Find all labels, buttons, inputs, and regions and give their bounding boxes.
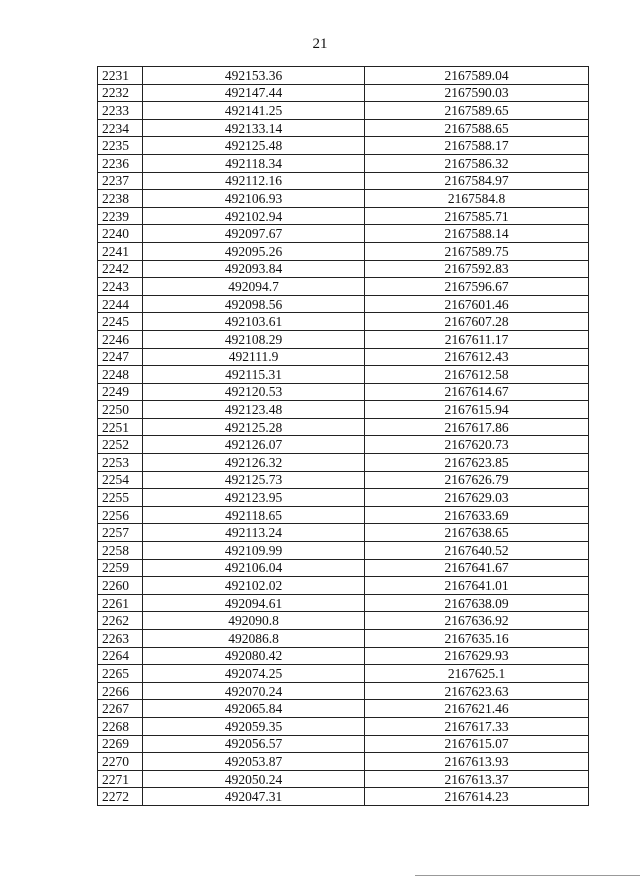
x-coordinate-cell: 492126.07: [143, 436, 365, 454]
x-coordinate-cell: 492112.16: [143, 172, 365, 190]
table-row: [98, 67, 589, 85]
y-coordinate-cell: 2167596.67: [365, 278, 589, 296]
y-coordinate-cell: 2167620.73: [365, 436, 589, 454]
point-number-cell: 2268: [98, 717, 143, 735]
table-row: [98, 700, 589, 718]
x-coordinate-cell: 492098.56: [143, 295, 365, 313]
x-coordinate-cell: 492047.31: [143, 788, 365, 806]
x-coordinate-cell: 492106.04: [143, 559, 365, 577]
table-row: [98, 471, 589, 489]
table-row: [98, 770, 589, 788]
x-coordinate-cell: 492056.57: [143, 735, 365, 753]
point-number-cell: 2233: [98, 102, 143, 120]
table-row: [98, 225, 589, 243]
y-coordinate-cell: 2167589.04: [365, 67, 589, 85]
y-coordinate-cell: 2167615.07: [365, 735, 589, 753]
x-coordinate-cell: 492109.99: [143, 542, 365, 560]
page-number: 21: [312, 36, 328, 52]
point-number-cell: 2232: [98, 84, 143, 102]
table-row: [98, 454, 589, 472]
coordinates-table-body: [98, 67, 589, 806]
x-coordinate-cell: 492094.61: [143, 594, 365, 612]
table-row: [98, 735, 589, 753]
y-coordinate-cell: 2167613.93: [365, 753, 589, 771]
y-coordinate-cell: 2167589.75: [365, 242, 589, 260]
table-row: [98, 717, 589, 735]
y-coordinate-cell: 2167615.94: [365, 401, 589, 419]
y-coordinate-cell: 2167617.33: [365, 717, 589, 735]
table-row: [98, 506, 589, 524]
y-coordinate-cell: 2167638.65: [365, 524, 589, 542]
y-coordinate-cell: 2167584.97: [365, 172, 589, 190]
x-coordinate-cell: 492102.02: [143, 577, 365, 595]
x-coordinate-cell: 492070.24: [143, 682, 365, 700]
point-number-cell: 2251: [98, 418, 143, 436]
footer-divider: [415, 875, 640, 876]
point-number-cell: 2234: [98, 119, 143, 137]
y-coordinate-cell: 2167588.14: [365, 225, 589, 243]
x-coordinate-cell: 492141.25: [143, 102, 365, 120]
x-coordinate-cell: 492093.84: [143, 260, 365, 278]
table-row: [98, 612, 589, 630]
y-coordinate-cell: 2167592.83: [365, 260, 589, 278]
x-coordinate-cell: 492125.73: [143, 471, 365, 489]
y-coordinate-cell: 2167641.67: [365, 559, 589, 577]
table-row: [98, 278, 589, 296]
table-row: [98, 172, 589, 190]
point-number-cell: 2231: [98, 67, 143, 85]
point-number-cell: 2245: [98, 313, 143, 331]
coordinates-table: [97, 66, 589, 806]
y-coordinate-cell: 2167636.92: [365, 612, 589, 630]
point-number-cell: 2259: [98, 559, 143, 577]
table-row: [98, 383, 589, 401]
y-coordinate-cell: 2167586.32: [365, 154, 589, 172]
y-coordinate-cell: 2167611.17: [365, 330, 589, 348]
x-coordinate-cell: 492074.25: [143, 665, 365, 683]
point-number-cell: 2250: [98, 401, 143, 419]
point-number-cell: 2256: [98, 506, 143, 524]
point-number-cell: 2255: [98, 489, 143, 507]
table-row: [98, 559, 589, 577]
x-coordinate-cell: 492103.61: [143, 313, 365, 331]
y-coordinate-cell: 2167638.09: [365, 594, 589, 612]
x-coordinate-cell: 492147.44: [143, 84, 365, 102]
point-number-cell: 2247: [98, 348, 143, 366]
table-row: [98, 295, 589, 313]
point-number-cell: 2263: [98, 630, 143, 648]
table-row: [98, 682, 589, 700]
y-coordinate-cell: 2167625.1: [365, 665, 589, 683]
table-row: [98, 313, 589, 331]
point-number-cell: 2262: [98, 612, 143, 630]
x-coordinate-cell: 492153.36: [143, 67, 365, 85]
table-row: [98, 84, 589, 102]
table-row: [98, 436, 589, 454]
table-row: [98, 137, 589, 155]
y-coordinate-cell: 2167584.8: [365, 190, 589, 208]
table-row: [98, 348, 589, 366]
y-coordinate-cell: 2167601.46: [365, 295, 589, 313]
table-row: [98, 119, 589, 137]
x-coordinate-cell: 492118.65: [143, 506, 365, 524]
y-coordinate-cell: 2167589.65: [365, 102, 589, 120]
table-row: [98, 630, 589, 648]
point-number-cell: 2269: [98, 735, 143, 753]
y-coordinate-cell: 2167621.46: [365, 700, 589, 718]
x-coordinate-cell: 492053.87: [143, 753, 365, 771]
table-row: [98, 577, 589, 595]
point-number-cell: 2267: [98, 700, 143, 718]
point-number-cell: 2257: [98, 524, 143, 542]
x-coordinate-cell: 492125.48: [143, 137, 365, 155]
table-row: [98, 665, 589, 683]
y-coordinate-cell: 2167617.86: [365, 418, 589, 436]
point-number-cell: 2246: [98, 330, 143, 348]
x-coordinate-cell: 492050.24: [143, 770, 365, 788]
point-number-cell: 2252: [98, 436, 143, 454]
table-row: [98, 489, 589, 507]
point-number-cell: 2266: [98, 682, 143, 700]
y-coordinate-cell: 2167633.69: [365, 506, 589, 524]
point-number-cell: 2236: [98, 154, 143, 172]
table-row: [98, 594, 589, 612]
x-coordinate-cell: 492113.24: [143, 524, 365, 542]
point-number-cell: 2235: [98, 137, 143, 155]
point-number-cell: 2242: [98, 260, 143, 278]
table-row: [98, 102, 589, 120]
x-coordinate-cell: 492111.9: [143, 348, 365, 366]
x-coordinate-cell: 492059.35: [143, 717, 365, 735]
point-number-cell: 2238: [98, 190, 143, 208]
y-coordinate-cell: 2167612.43: [365, 348, 589, 366]
table-row: [98, 366, 589, 384]
table-row: [98, 207, 589, 225]
table-row: [98, 401, 589, 419]
x-coordinate-cell: 492115.31: [143, 366, 365, 384]
point-number-cell: 2243: [98, 278, 143, 296]
point-number-cell: 2248: [98, 366, 143, 384]
y-coordinate-cell: 2167635.16: [365, 630, 589, 648]
table-row: [98, 788, 589, 806]
y-coordinate-cell: 2167614.23: [365, 788, 589, 806]
y-coordinate-cell: 2167585.71: [365, 207, 589, 225]
y-coordinate-cell: 2167629.03: [365, 489, 589, 507]
x-coordinate-cell: 492080.42: [143, 647, 365, 665]
point-number-cell: 2270: [98, 753, 143, 771]
table-row: [98, 418, 589, 436]
x-coordinate-cell: 492090.8: [143, 612, 365, 630]
table-row: [98, 753, 589, 771]
x-coordinate-cell: 492123.48: [143, 401, 365, 419]
x-coordinate-cell: 492097.67: [143, 225, 365, 243]
point-number-cell: 2249: [98, 383, 143, 401]
table-row: [98, 154, 589, 172]
x-coordinate-cell: 492108.29: [143, 330, 365, 348]
x-coordinate-cell: 492125.28: [143, 418, 365, 436]
point-number-cell: 2265: [98, 665, 143, 683]
y-coordinate-cell: 2167607.28: [365, 313, 589, 331]
y-coordinate-cell: 2167612.58: [365, 366, 589, 384]
table-row: [98, 524, 589, 542]
x-coordinate-cell: 492094.7: [143, 278, 365, 296]
point-number-cell: 2261: [98, 594, 143, 612]
y-coordinate-cell: 2167640.52: [365, 542, 589, 560]
table-row: [98, 190, 589, 208]
y-coordinate-cell: 2167641.01: [365, 577, 589, 595]
table-row: [98, 542, 589, 560]
y-coordinate-cell: 2167623.85: [365, 454, 589, 472]
y-coordinate-cell: 2167588.65: [365, 119, 589, 137]
x-coordinate-cell: 492118.34: [143, 154, 365, 172]
point-number-cell: 2260: [98, 577, 143, 595]
table-row: [98, 260, 589, 278]
y-coordinate-cell: 2167629.93: [365, 647, 589, 665]
point-number-cell: 2239: [98, 207, 143, 225]
x-coordinate-cell: 492106.93: [143, 190, 365, 208]
table-row: [98, 242, 589, 260]
point-number-cell: 2264: [98, 647, 143, 665]
y-coordinate-cell: 2167590.03: [365, 84, 589, 102]
x-coordinate-cell: 492086.8: [143, 630, 365, 648]
point-number-cell: 2237: [98, 172, 143, 190]
x-coordinate-cell: 492126.32: [143, 454, 365, 472]
y-coordinate-cell: 2167623.63: [365, 682, 589, 700]
x-coordinate-cell: 492123.95: [143, 489, 365, 507]
y-coordinate-cell: 2167613.37: [365, 770, 589, 788]
x-coordinate-cell: 492133.14: [143, 119, 365, 137]
y-coordinate-cell: 2167588.17: [365, 137, 589, 155]
y-coordinate-cell: 2167614.67: [365, 383, 589, 401]
table-row: [98, 647, 589, 665]
point-number-cell: 2244: [98, 295, 143, 313]
point-number-cell: 2241: [98, 242, 143, 260]
point-number-cell: 2254: [98, 471, 143, 489]
point-number-cell: 2258: [98, 542, 143, 560]
x-coordinate-cell: 492095.26: [143, 242, 365, 260]
point-number-cell: 2240: [98, 225, 143, 243]
x-coordinate-cell: 492065.84: [143, 700, 365, 718]
point-number-cell: 2272: [98, 788, 143, 806]
y-coordinate-cell: 2167626.79: [365, 471, 589, 489]
point-number-cell: 2271: [98, 770, 143, 788]
table-row: [98, 330, 589, 348]
x-coordinate-cell: 492102.94: [143, 207, 365, 225]
point-number-cell: 2253: [98, 454, 143, 472]
x-coordinate-cell: 492120.53: [143, 383, 365, 401]
